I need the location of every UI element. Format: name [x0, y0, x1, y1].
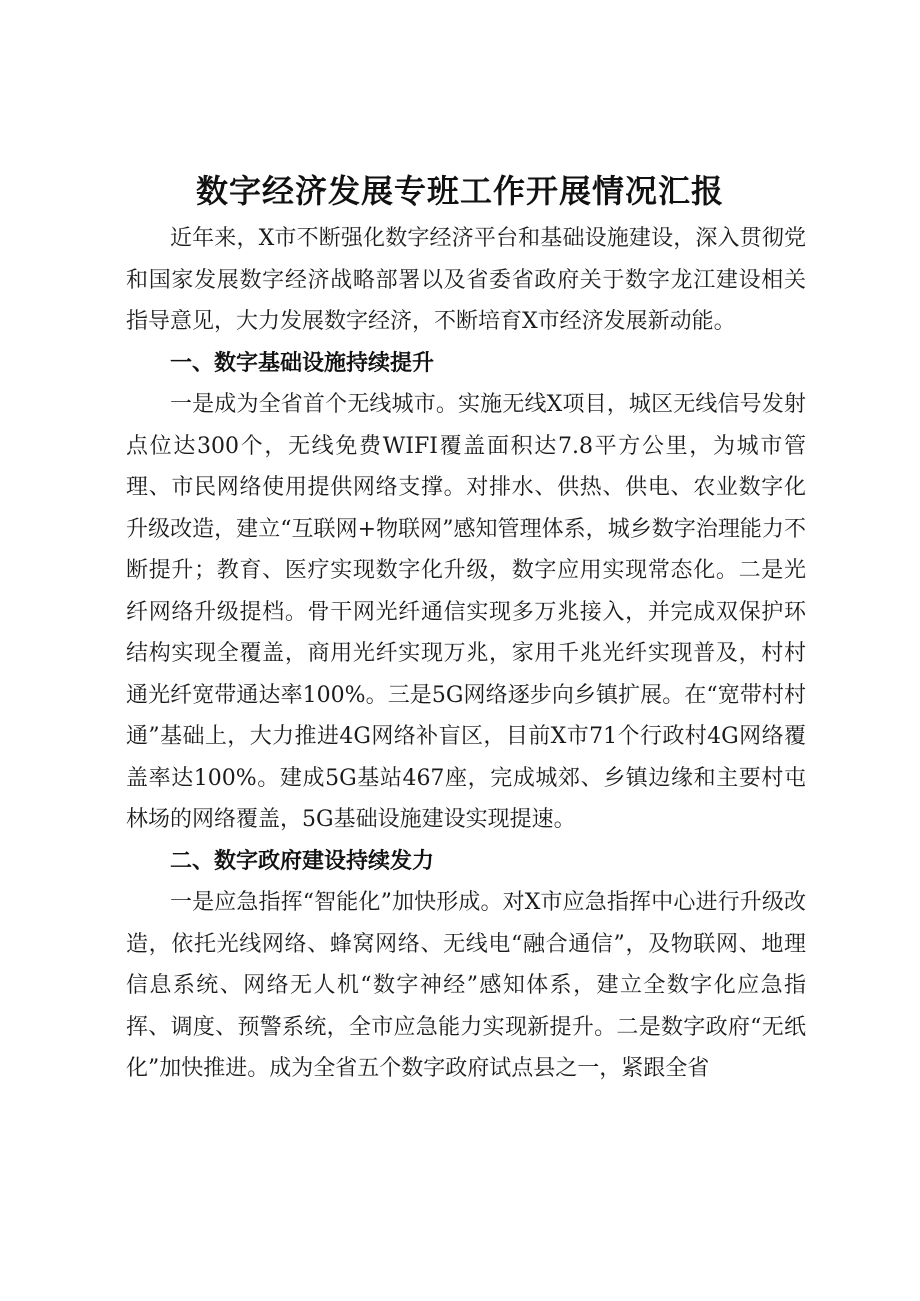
- section-body-infrastructure: 一是成为全省首个无线城市。实施无线X项目，城区无线信号发射点位达300个，无线免费WIFI覆盖面积达7.8平方公里，为城市管理、市民网络使用提供网络支撑。对排水、供热、供电、农业数字化升级改造，建立“互联网+物联网”感知管理体系，城乡数字治理能力不断提升；教育、医疗实现数字化升级，数字应用实现常态化。二是光纤网络升级提档。骨干网光纤通信实现多万兆接入，并完成双保护环结构实现全覆盖，商用光纤实现万兆，家用千兆光纤实现普及，村村通光纤宽带通达率100%。三是5G网络逐步向乡镇扩展。在“宽带村村通”基础上，大力推进4G网络补盲区，目前X市71个行政村4G网络覆盖率达100%。建成5G基站467座，完成城郊、乡镇边缘和主要村屯林场的网络覆盖，5G基础设施建设实现提速。: [126, 392, 806, 832]
- intro-paragraph: 近年来，X市不断强化数字经济平台和基础设施建设，深入贯彻党和国家发展数字经济战略部署以及省委省政府关于数字龙江建设相关指导意见，大力发展数字经济，不断培育X市经济发展新动能。: [126, 226, 806, 334]
- section-heading-government: 二、数字政府建设持续发力: [170, 848, 435, 874]
- document-body: [126, 218, 806, 1090]
- document-title: 数字经济发展专班工作开展情况汇报: [195, 172, 724, 210]
- section-body-government: 一是应急指挥“智能化”加快形成。对X市应急指挥中心进行升级改造，依托光线网络、蜂窝网络、无线电“融合通信”，及物联网、地理信息系统、网络无人机“数字神经”感知体系，建立全数字化应急指挥、调度、预警系统，全市应急能力实现新提升。二是数字政府“无纸化”加快推进。成为全省五个数字政府试点县之一，紧跟全省: [126, 890, 806, 1081]
- section-heading-infrastructure: 一、数字基础设施持续提升: [170, 350, 435, 376]
